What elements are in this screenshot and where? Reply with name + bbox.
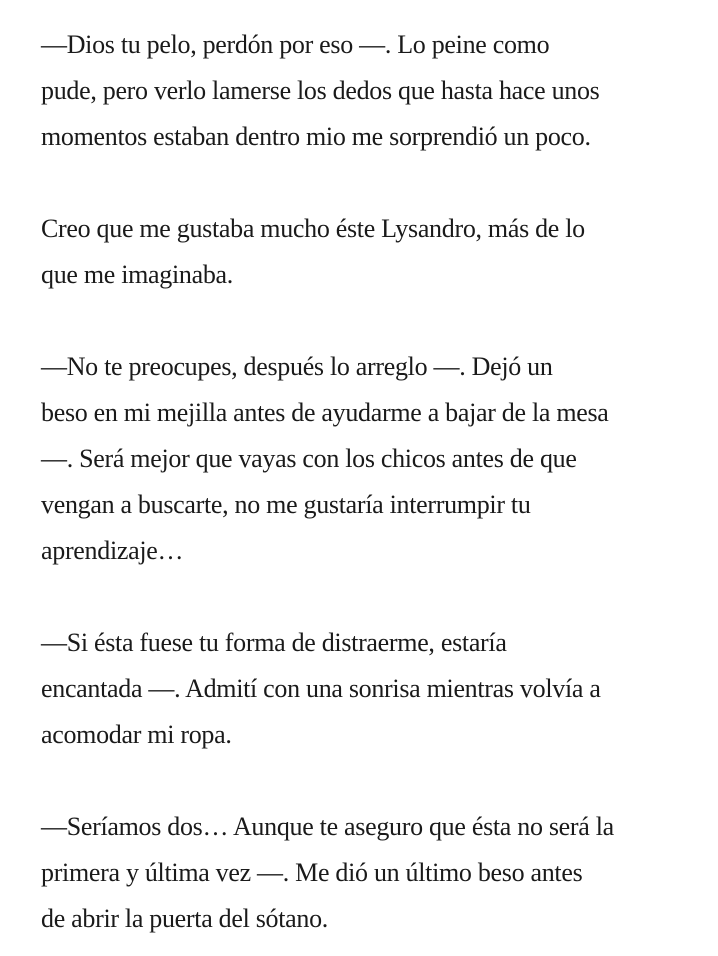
- text-line: de abrir la puerta del sótano.: [41, 904, 328, 933]
- text-line: encantada —. Admití con una sonrisa mientras volvía a: [41, 674, 601, 703]
- text-line: pude, pero verlo lamerse los dedos que hasta hace unos: [41, 76, 600, 105]
- text-line: —. Será mejor que vayas con los chicos antes de que: [41, 444, 577, 473]
- paragraph-3: [41, 344, 698, 574]
- text-line: que me imaginaba.: [41, 260, 233, 289]
- text-line: primera y última vez —. Me dió un último beso antes: [41, 858, 583, 887]
- text-line: Creo que me gustaba mucho éste Lysandro, más de lo: [41, 214, 585, 243]
- text-line: —Dios tu pelo, perdón por eso —. Lo peine como: [41, 30, 550, 59]
- text-line: momentos estaban dentro mio me sorprendió un poco.: [41, 122, 591, 151]
- paragraph-2: [41, 206, 698, 298]
- text-line: —No te preocupes, después lo arreglo —. Dejó un: [41, 352, 553, 381]
- paragraph-4: [41, 620, 698, 758]
- paragraph-5: [41, 804, 698, 942]
- text-line: vengan a buscarte, no me gustaría interrumpir tu: [41, 490, 531, 519]
- text-line: acomodar mi ropa.: [41, 720, 232, 749]
- text-line: aprendizaje…: [41, 536, 184, 565]
- paragraph-1: [41, 22, 698, 160]
- text-line: —Si ésta fuese tu forma de distraerme, estaría: [41, 628, 507, 657]
- text-line: —Seríamos dos… Aunque te aseguro que ésta no será la: [41, 812, 614, 841]
- text-line: beso en mi mejilla antes de ayudarme a bajar de la mesa: [41, 398, 609, 427]
